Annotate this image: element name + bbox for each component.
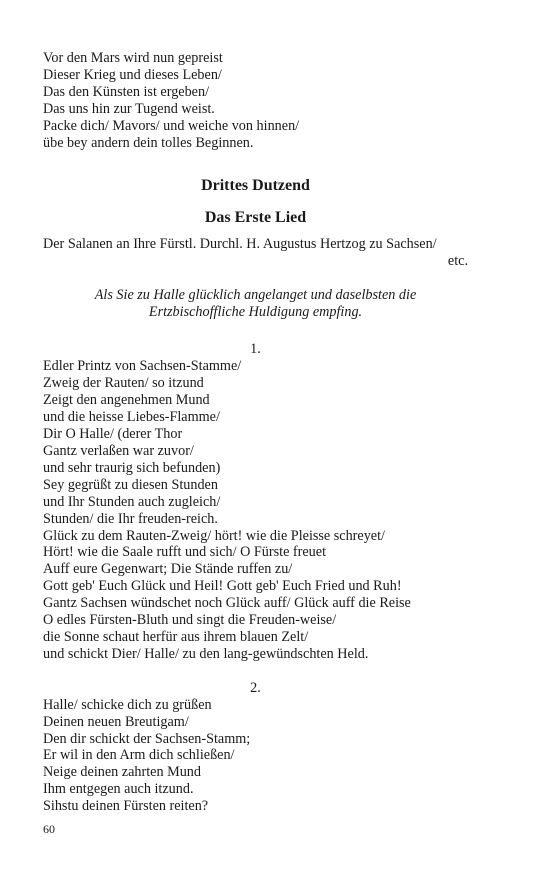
verse-line: Gott geb' Euch Glück und Heil! Gott geb' Euch Fried und Ruh! — [43, 578, 402, 595]
verse-line: Dieser Krieg und dieses Leben/ — [43, 66, 222, 83]
verse-line: Halle/ schicke dich zu grüßen — [43, 696, 212, 713]
page-body — [43, 50, 468, 815]
verse-line: Gantz verlaßen war zuvor/ — [43, 442, 194, 459]
verse-line: O edles Fürsten-Bluth und singt die Freuden-weise/ — [43, 612, 337, 629]
verse-line: Stunden/ die Ihr freuden-reich. — [43, 510, 218, 527]
subtitle-line: Ertzbischoffliche Huldigung empfing. — [148, 304, 363, 321]
verse-line: Deinen neuen Breutigam/ — [43, 713, 189, 730]
dedication: Der Salanen an Ihre Fürstl. Durchl. H. Augustus Hertzog zu Sachsen/ — [43, 236, 437, 253]
dedication-etc: etc. — [447, 253, 468, 270]
verse-line: Vor den Mars wird nun gepreist — [43, 50, 223, 66]
stanza-number: 1. — [250, 341, 261, 358]
verse-line: die Sonne schaut herfür aus ihrem blauen Zelt/ — [43, 628, 309, 645]
page-number: 60 — [43, 822, 55, 836]
verse-line: und die heisse Liebes-Flamme/ — [43, 409, 220, 426]
stanza-2 — [43, 697, 468, 815]
song-title: Das Erste Lied — [204, 209, 307, 227]
verse-line: Auff eure Gegenwart; Die Stände ruffen zu/ — [43, 561, 293, 578]
verse-line: Sihstu deinen Fürsten reiten? — [43, 798, 209, 815]
verse-line: Neige deinen zahrten Mund — [43, 764, 201, 781]
verse-line: und sehr traurig sich befunden) — [43, 459, 221, 476]
verse-line: Zweig der Rauten/ so itzund — [43, 375, 204, 392]
intro-stanza — [43, 50, 468, 151]
subtitle-line: Als Sie zu Halle glücklich angelanget und daselbsten die — [94, 287, 417, 304]
subtitle — [43, 287, 468, 321]
verse-line: Zeigt den angenehmen Mund — [43, 392, 210, 409]
verse-line: und schickt Dier/ Halle/ zu den lang-gewündschten Held. — [43, 645, 369, 662]
verse-line: Gantz Sachsen wündschet noch Glück auff/ Glück auff die Reise — [43, 595, 411, 612]
verse-line: Packe dich/ Mavors/ und weiche von hinnen/ — [43, 117, 300, 134]
verse-line: Das uns hin zur Tugend weist. — [43, 100, 215, 117]
stanza-number: 2. — [250, 679, 261, 696]
verse-line: Er wil in den Arm dich schließen/ — [43, 747, 235, 764]
verse-line: Sey gegrüßt zu diesen Stunden — [43, 476, 218, 493]
verse-line: Den dir schickt der Sachsen-Stamm; — [43, 730, 251, 747]
verse-line: übe bey andern dein tolles Beginnen. — [43, 134, 254, 151]
section-title: Drittes Dutzend — [201, 177, 310, 195]
verse-line: Edler Printz von Sachsen-Stamme/ — [43, 358, 242, 375]
verse-line: Glück zu dem Rauten-Zweig/ hört! wie die Pleisse schreyet/ — [43, 527, 385, 544]
verse-line: Das den Künsten ist ergeben/ — [43, 83, 210, 100]
verse-line: Hört! wie die Saale rufft und sich/ O Fürste freuet — [43, 544, 327, 561]
stanza-1 — [43, 358, 468, 662]
verse-line: und Ihr Stunden auch zugleich/ — [43, 493, 221, 510]
verse-line: Ihm entgegen auch itzund. — [43, 781, 194, 798]
verse-line: Dir O Halle/ (derer Thor — [43, 426, 183, 443]
